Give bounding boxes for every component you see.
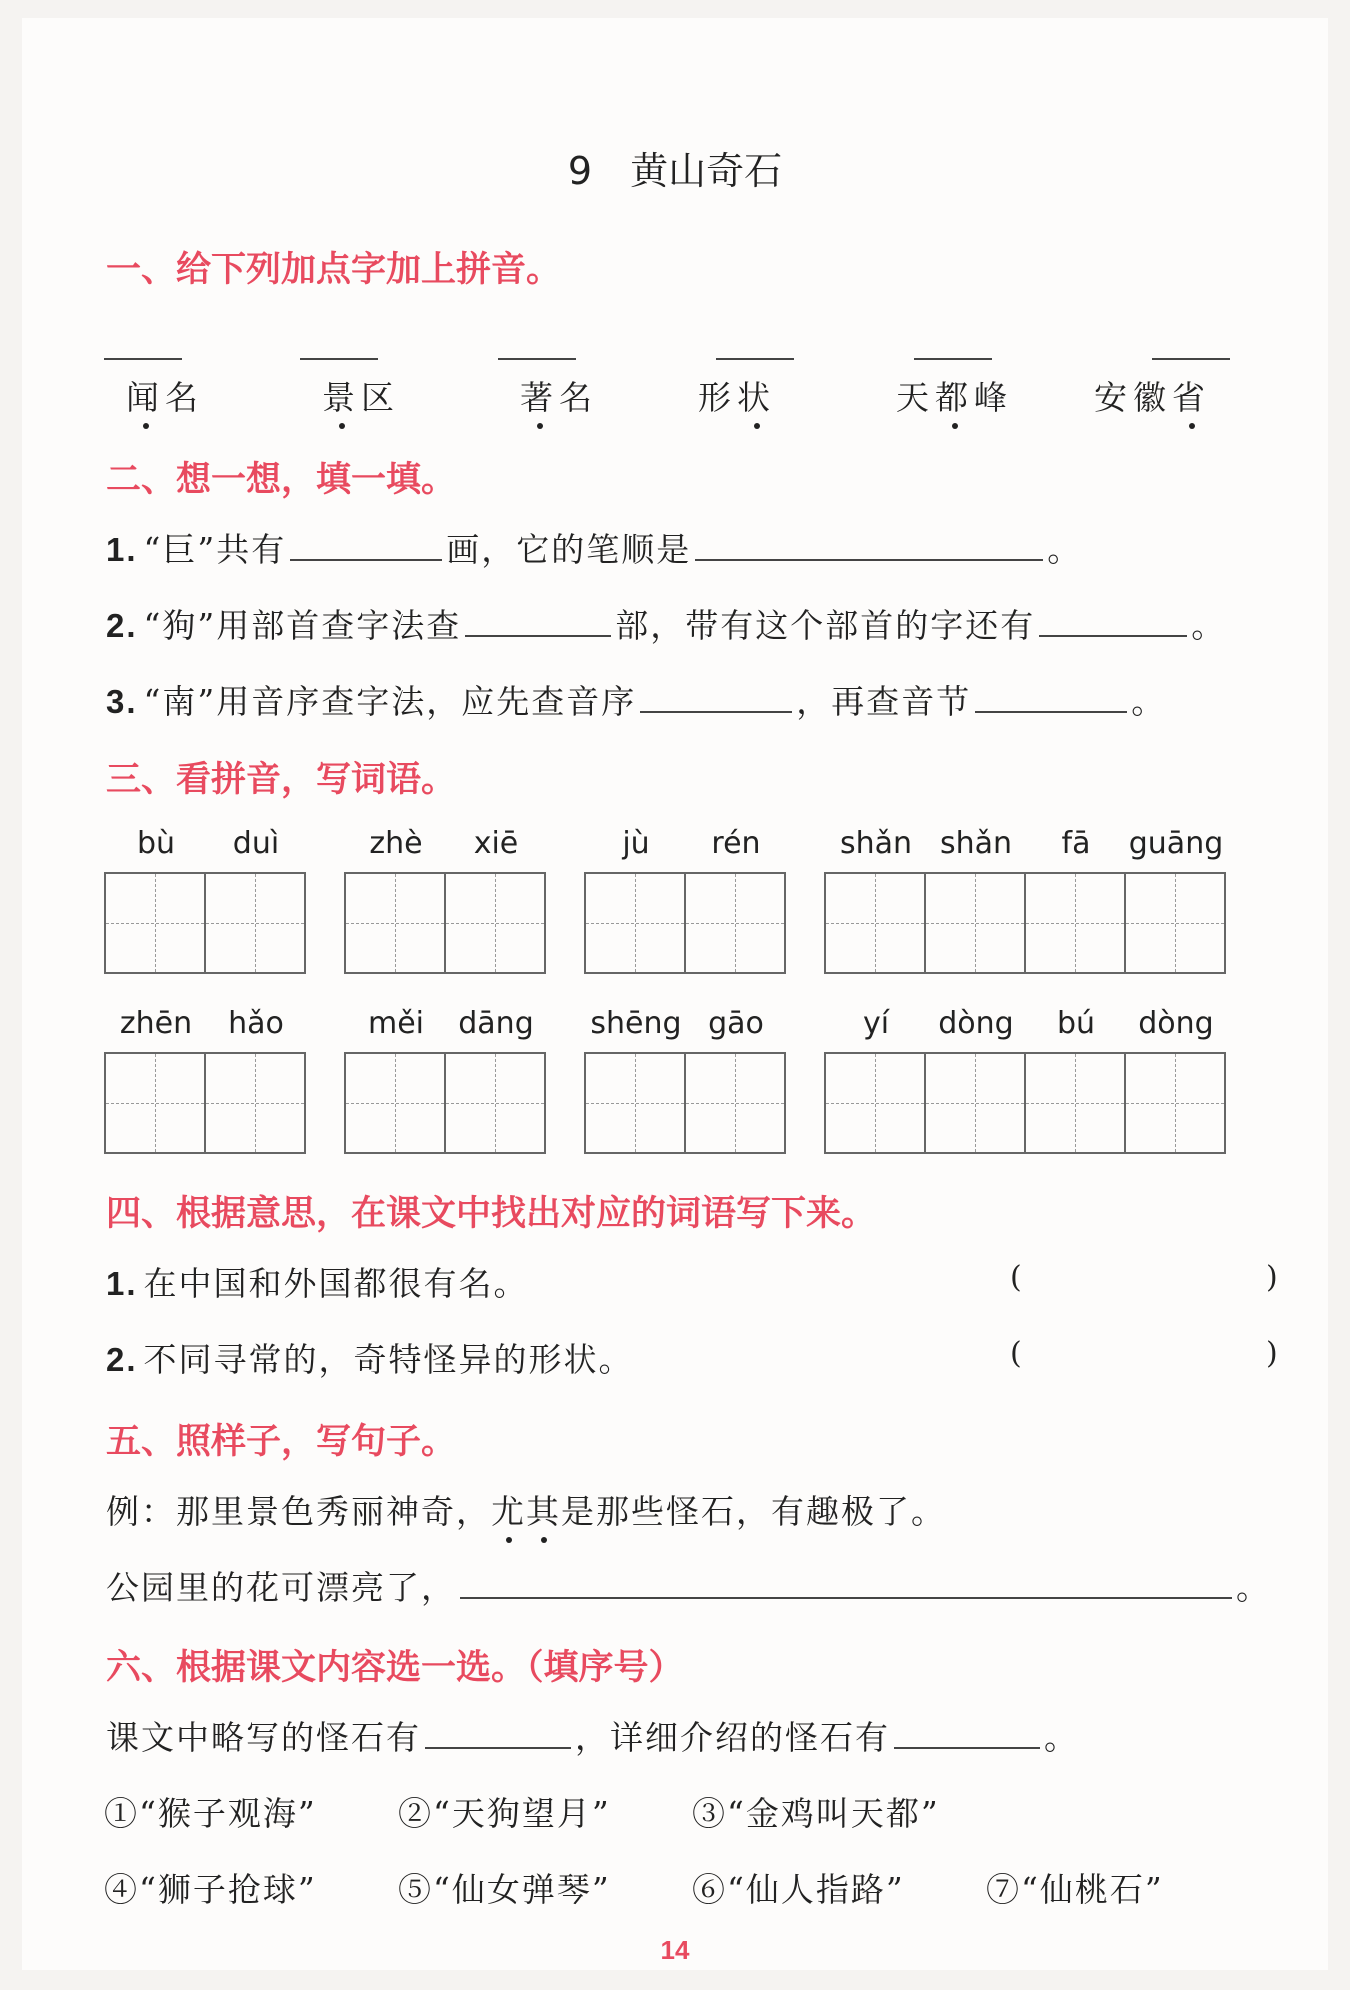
option-7: ⑦“仙桃石” bbox=[986, 1870, 1164, 1909]
option-6: ⑥“仙人指路” bbox=[692, 1870, 905, 1909]
option-5: ⑤“仙女弹琴” bbox=[398, 1870, 611, 1909]
fill-blank[interactable] bbox=[975, 710, 1127, 713]
fill-blank[interactable] bbox=[640, 710, 792, 713]
writing-grid[interactable] bbox=[584, 872, 786, 974]
pinyin-label: zhè bbox=[369, 826, 423, 861]
lesson-title bbox=[0, 140, 1350, 195]
writing-grid[interactable] bbox=[584, 1052, 786, 1154]
pinyin-answer-line-3[interactable] bbox=[498, 358, 576, 360]
pinyin-label: xiē bbox=[473, 826, 519, 861]
page-number: 14 bbox=[660, 1935, 690, 1965]
choose-blank-brief[interactable] bbox=[425, 1746, 571, 1749]
option-4: ④“狮子抢球” bbox=[104, 1870, 317, 1909]
pinyin-label: yí bbox=[862, 1006, 890, 1041]
fill-blank[interactable] bbox=[1039, 634, 1187, 637]
meaning-answer-2[interactable] bbox=[1035, 1338, 1260, 1374]
option-2: ②“天狗望月” bbox=[398, 1794, 611, 1833]
writing-grid[interactable] bbox=[824, 872, 1226, 974]
section-6-heading: 六、根据课文内容选一选。（填序号） bbox=[106, 1648, 684, 1688]
pinyin-answer-line-2[interactable] bbox=[300, 358, 378, 360]
dotted-word-1: 闻名 bbox=[126, 378, 204, 417]
fill-blank[interactable] bbox=[290, 558, 442, 561]
dotted-word-5: 天都峰 bbox=[896, 378, 1013, 417]
fill-blank[interactable] bbox=[695, 558, 1043, 561]
section-5-heading: 五、照样子，写句子。 bbox=[106, 1422, 457, 1462]
sentence-task: 公园里的花可漂亮了， 。 bbox=[106, 1568, 1271, 1607]
section-4-heading: 四、根据意思，在课文中找出对应的词语写下来。 bbox=[106, 1194, 877, 1234]
example-sentence: 例：那里景色秀丽神奇，尤其是那些怪石，有趣极了。 bbox=[106, 1492, 946, 1531]
sentence-answer-line[interactable] bbox=[460, 1596, 1232, 1599]
pinyin-answer-line-5[interactable] bbox=[914, 358, 992, 360]
pinyin-label: bù bbox=[136, 826, 176, 861]
choose-question: 课文中略写的怪石有 ，详细介绍的怪石有 。 bbox=[106, 1718, 1079, 1757]
section-2-heading: 二、想一想，填一填。 bbox=[106, 460, 457, 500]
pinyin-label: shǎn bbox=[839, 826, 913, 861]
close-paren: ) bbox=[1266, 1336, 1278, 1371]
open-paren: ( bbox=[1010, 1336, 1022, 1371]
lesson-number: 9 bbox=[567, 149, 593, 193]
pinyin-label: dāng bbox=[458, 1006, 534, 1041]
pinyin-label: shǎn bbox=[939, 826, 1013, 861]
dotted-word-2: 景区 bbox=[322, 378, 400, 417]
writing-grid[interactable] bbox=[104, 1052, 306, 1154]
pinyin-label: fā bbox=[1061, 826, 1091, 861]
choose-blank-detailed[interactable] bbox=[894, 1746, 1040, 1749]
option-3: ③“金鸡叫天都” bbox=[692, 1794, 940, 1833]
fill-question-1: 1. “巨”共有 画，它的笔顺是 。 bbox=[106, 530, 1083, 569]
meaning-question-1: 1. 在中国和外国都很有名。 bbox=[106, 1264, 529, 1303]
pinyin-label: dòng bbox=[1138, 1006, 1214, 1041]
section-1-heading: 一、给下列加点字加上拼音。 bbox=[106, 250, 562, 290]
pinyin-label: jù bbox=[622, 826, 650, 861]
pinyin-answer-line-1[interactable] bbox=[104, 358, 182, 360]
lesson-name: 黄山奇石 bbox=[630, 149, 783, 193]
pinyin-label: měi bbox=[367, 1006, 424, 1041]
pinyin-label: zhēn bbox=[119, 1006, 193, 1041]
pinyin-label: rén bbox=[711, 826, 761, 861]
writing-grid[interactable] bbox=[104, 872, 306, 974]
meaning-question-2: 2. 不同寻常的，奇特怪异的形状。 bbox=[106, 1340, 634, 1379]
writing-grid[interactable] bbox=[824, 1052, 1226, 1154]
pinyin-answer-line-4[interactable] bbox=[716, 358, 794, 360]
pinyin-label: dòng bbox=[938, 1006, 1014, 1041]
writing-grid[interactable] bbox=[344, 872, 546, 974]
writing-grid[interactable] bbox=[344, 1052, 546, 1154]
pinyin-label: duì bbox=[232, 826, 280, 861]
section-3-heading: 三、看拼音，写词语。 bbox=[106, 760, 457, 800]
pinyin-label: gāo bbox=[708, 1006, 764, 1041]
fill-question-3: 3. “南”用音序查字法，应先查音序 ，再查音节 。 bbox=[106, 682, 1167, 721]
pinyin-label: guāng bbox=[1128, 826, 1224, 861]
fill-question-2: 2. “狗”用部首查字法查 部，带有这个部首的字还有 。 bbox=[106, 606, 1227, 645]
fill-blank[interactable] bbox=[465, 634, 611, 637]
pinyin-label: shēng bbox=[590, 1006, 682, 1041]
dotted-word-6: 安徽省 bbox=[1094, 378, 1211, 417]
meaning-answer-1[interactable] bbox=[1035, 1262, 1260, 1298]
pinyin-label: hǎo bbox=[228, 1006, 284, 1041]
option-1: ①“猴子观海” bbox=[104, 1794, 317, 1833]
dotted-word-4: 形状 bbox=[698, 378, 776, 417]
open-paren: ( bbox=[1010, 1260, 1022, 1295]
pinyin-label: bú bbox=[1056, 1006, 1096, 1041]
dotted-word-3: 著名 bbox=[520, 378, 598, 417]
close-paren: ) bbox=[1266, 1260, 1278, 1295]
pinyin-answer-line-6[interactable] bbox=[1152, 358, 1230, 360]
